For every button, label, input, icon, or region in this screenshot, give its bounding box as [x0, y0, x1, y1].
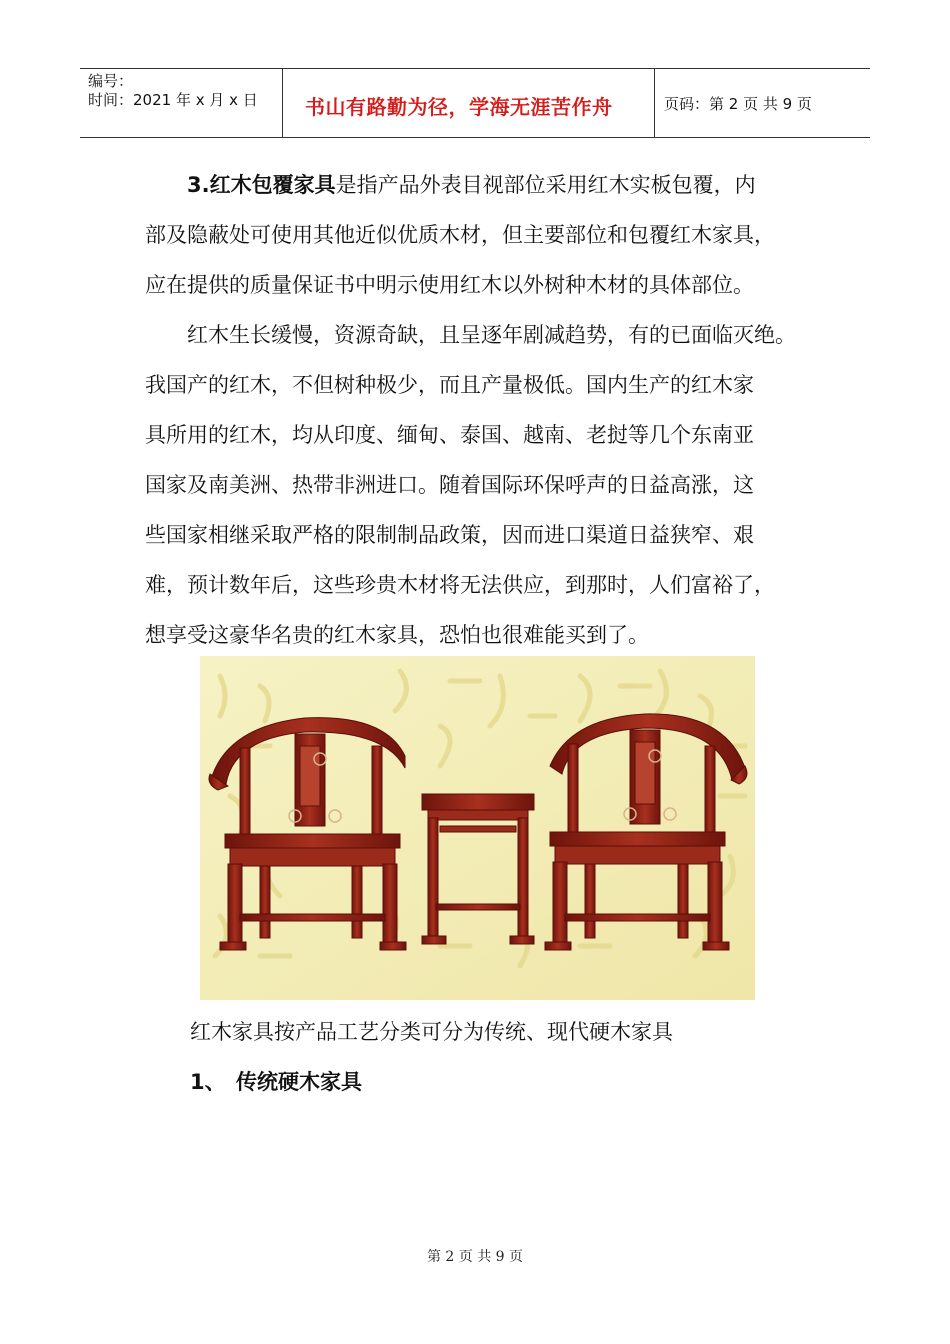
motto-text: 书山有路勤为径，学海无涯苦作舟 — [305, 95, 613, 119]
left-armchair — [209, 718, 406, 950]
p2-line7: 想享受这豪华名贵的红木家具，恐怕也很难能买到了。 — [145, 623, 649, 647]
p2-line6: 难，预计数年后，这些珍贵木材将无法供应，到那时，人们富裕了， — [145, 573, 775, 597]
right-armchair — [545, 714, 747, 950]
paragraph-2 — [145, 310, 845, 660]
p2-line5: 些国家相继采取严格的限制制品政策，因而进口渠道日益狭窄、艰 — [145, 523, 754, 547]
p1-line2: 部及隐蔽处可使用其他近似优质木材，但主要部位和包覆红木家具， — [145, 223, 775, 247]
p2-line3: 具所用的红木，均从印度、缅甸、泰国、越南、老挝等几个东南亚 — [145, 423, 754, 447]
p2-line2: 我国产的红木，不但树种极少，而且产量极低。国内生产的红木家 — [145, 373, 754, 397]
p2-line1: 红木生长缓慢，资源奇缺，且呈逐年剧减趋势，有的已面临灭绝。 — [187, 323, 796, 347]
image-caption: 红木家具按产品工艺分类可分为传统、现代硬木家具 — [190, 1020, 673, 1044]
header-motto-cell — [283, 69, 655, 137]
paragraph-1 — [145, 160, 825, 310]
heading-text: 传统硬木家具 — [236, 1070, 362, 1094]
section-heading — [190, 1057, 362, 1107]
page-info: 页码：第 2 页 共 9 页 — [664, 95, 812, 113]
header-table — [80, 68, 870, 138]
p1-line3: 应在提供的质量保证书中明示使用红木以外树种木材的具体部位。 — [145, 273, 754, 297]
term-bold: 3.红木包覆家具 — [187, 173, 336, 197]
furniture-illustration — [200, 656, 755, 1000]
number-label: 编号： — [88, 72, 134, 90]
time-label: 时间：2021 年 x 月 x 日 — [88, 91, 258, 109]
page-footer: 第 2 页 共 9 页 — [426, 1249, 524, 1265]
p2-line4: 国家及南美洲、热带非洲进口。随着国际环保呼声的日益高涨，这 — [145, 473, 754, 497]
header-meta-cell — [80, 69, 283, 137]
furniture-photo — [200, 656, 755, 1000]
heading-number: 1、 — [190, 1070, 226, 1094]
p1-line1: 是指产品外表目视部位采用红木实板包覆，内 — [335, 173, 756, 197]
